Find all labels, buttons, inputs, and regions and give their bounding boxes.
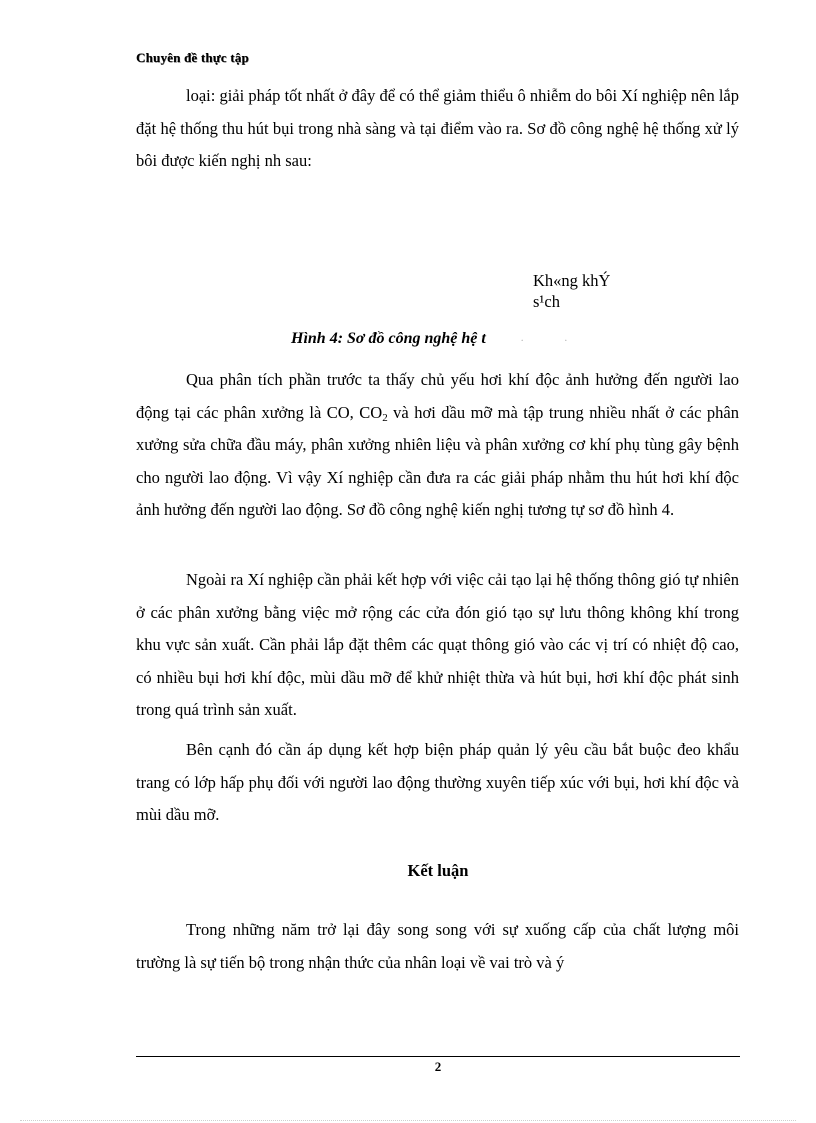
diagram-clean-air-label (533, 270, 610, 312)
co2-subscript: 2 (382, 411, 388, 424)
page-bottom-edge (20, 1120, 796, 1121)
figure-caption: Hình 4: Sơ đồ công nghệ hệ t (291, 330, 486, 347)
paragraph-dust-solution: loại: giải pháp tốt nhất ở đây để có thể giảm thiểu ô nhiễm do bôi Xí nghiệp nên lắp đặt hệ thống thu hút bụi trong nhà sàng và tại điểm vào ra. Sơ đồ công nghệ hệ thống xử lý bôi được kiến nghị nh sau: (136, 86, 739, 170)
paragraph-toxic-gas-text-end: và hơi dầu mỡ mà tập trung nhiều nhất ở các phân xưởng sửa chữa đầu máy, phân xưởng nhiên liệu và phân xưởng cơ khí phụ tùng gây bệnh cho người lao động. Vì vậy Xí nghiệp cần đưa ra các giải pháp nhằm thu hút hơi khí độc ảnh hưởng đến người lao động. Sơ đồ công nghệ kiến nghị tương tự sơ đồ hình 4. (136, 402, 739, 519)
paragraph-protective-masks: Bên cạnh đó cần áp dụng kết hợp biện pháp quản lý yêu cầu bắt buộc đeo khẩu trang có lớp hấp phụ đối với người lao động thường xuyên tiếp xúc với bụi, hơi khí độc và mùi dầu mỡ. (136, 740, 739, 824)
page-number: 2 (434, 1059, 442, 1074)
paragraph-conclusion-intro: Trong những năm trở lại đây song song với sự xuống cấp của chất lượng môi trường là sự tiến bộ trong nhận thức của nhân loại về vai trò và ý (136, 920, 739, 972)
figure-caption-faded-remainder: ˙ ˙ (520, 336, 586, 351)
running-header: Chuyên đề thực tập (136, 50, 249, 65)
diagram-label-line-2: s¹ch (533, 292, 560, 311)
paragraph-toxic-gas-text-start: Qua phân tích phần trước ta thấy chủ yếu hơi khí độc ảnh hưởng đến người lao động tại các phân xưởng là CO, CO (136, 370, 739, 422)
section-heading-conclusion: Kết luận (407, 861, 469, 880)
footer-divider (136, 1056, 740, 1057)
paragraph-toxic-gas-analysis (136, 364, 739, 527)
paragraph-ventilation: Ngoài ra Xí nghiệp cần phải kết hợp với việc cải tạo lại hệ thống thông gió tự nhiên ở các phân xưởng bằng việc mở rộng các cửa đón gió tạo sự lưu thông không khí trong khu vực sản xuất. Cần phải lắp đặt thêm các quạt thông gió vào các vị trí có nhiệt độ cao, có nhiều bụi hơi khí độc, mùi dầu mỡ để khử nhiệt thừa và hút bụi, hơi khí độc phát sinh trong quá trình sản xuất. (136, 570, 739, 719)
diagram-label-line-1: Kh«ng khÝ (533, 271, 611, 290)
